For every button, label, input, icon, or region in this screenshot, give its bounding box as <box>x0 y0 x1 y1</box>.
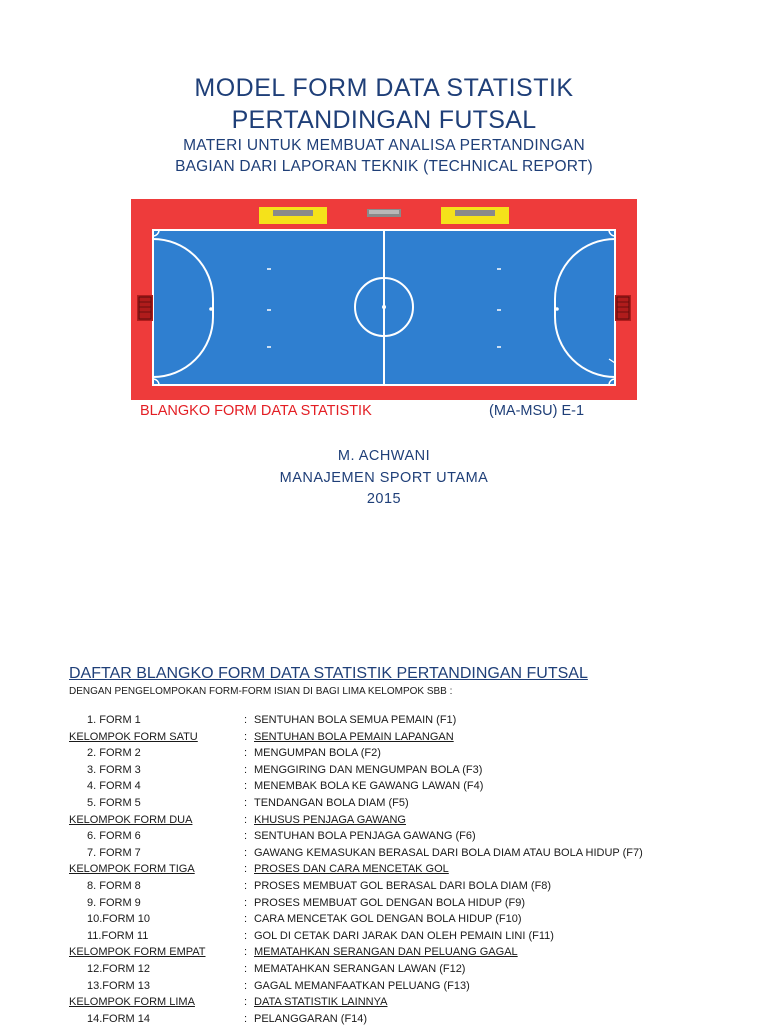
form-label: 6. FORM 6 <box>87 830 141 843</box>
form-group-row <box>0 861 768 878</box>
form-description: GOL DI CETAK DARI JARAK DAN OLEH PEMAIN LINI (F11) <box>254 929 554 942</box>
form-row <box>0 778 768 795</box>
row-separator: : <box>244 846 248 859</box>
form-group-description: SENTUHAN BOLA PEMAIN LAPANGAN <box>254 730 454 743</box>
organization-name: MANAJEMEN SPORT UTAMA <box>279 470 489 486</box>
form-row <box>0 762 768 779</box>
right-penalty-spot <box>555 307 559 311</box>
form-row <box>0 895 768 912</box>
form-row <box>0 928 768 945</box>
row-separator: : <box>244 1012 248 1025</box>
document-subtitle: MATERI UNTUK MEMBUAT ANALISA PERTANDINGAN <box>183 137 585 154</box>
form-description: SENTUHAN BOLA SEMUA PEMAIN (F1) <box>254 714 457 726</box>
row-separator: : <box>244 879 248 892</box>
form-row <box>0 911 768 928</box>
form-description: SENTUHAN BOLA PENJAGA GAWANG (F6) <box>254 830 476 843</box>
publication-year: 2015 <box>366 491 402 507</box>
row-separator: : <box>244 863 248 876</box>
form-description: MEMATAHKAN SERANGAN LAWAN (F12) <box>254 962 466 975</box>
form-description: MENEMBAK BOLA KE GAWANG LAWAN (F4) <box>254 780 484 793</box>
center-spot <box>382 305 386 309</box>
row-separator: : <box>244 946 248 959</box>
form-row <box>0 845 768 862</box>
officials-table <box>367 209 401 217</box>
form-description: PELANGGARAN (F14) <box>254 1012 368 1025</box>
form-label: 14.FORM 14 <box>87 1012 150 1025</box>
form-group-label: KELOMPOK FORM LIMA <box>69 996 195 1009</box>
document-subtitle-line2: BAGIAN DARI LAPORAN TEKNIK (TECHNICAL REPORT) <box>175 158 593 175</box>
blangko-form-code: (MA-MSU) E-1 <box>489 403 585 419</box>
form-group-row <box>0 729 768 746</box>
row-separator: : <box>244 996 248 1009</box>
form-group-row <box>0 994 768 1011</box>
form-group-label: KELOMPOK FORM SATU <box>69 730 198 743</box>
form-label: 13.FORM 13 <box>87 979 150 992</box>
row-separator: : <box>244 813 248 826</box>
form-label: 4. FORM 4 <box>87 780 141 793</box>
form-group-description: MEMATAHKAN SERANGAN DAN PELUANG GAGAL <box>254 946 518 959</box>
row-separator: : <box>244 796 248 809</box>
form-label: 11.FORM 11 <box>87 929 149 942</box>
form-group-row <box>0 812 768 829</box>
form-group-description: DATA STATISTIK LAINNYA <box>254 996 388 1009</box>
author-name: M. ACHWANI <box>337 448 431 464</box>
form-label: 12.FORM 12 <box>87 962 150 975</box>
form-row <box>0 745 768 762</box>
document-title: MODEL FORM DATA STATISTIK <box>194 74 574 102</box>
form-row <box>0 712 768 729</box>
form-description: PROSES MEMBUAT GOL DENGAN BOLA HIDUP (F9) <box>254 896 525 909</box>
form-group-description: KHUSUS PENJAGA GAWANG <box>254 813 406 826</box>
form-description: GAGAL MEMANFAATKAN PELUANG (F13) <box>254 979 470 992</box>
left-goal <box>137 295 153 321</box>
form-row <box>0 978 768 995</box>
row-separator: : <box>244 913 248 926</box>
form-group-label: KELOMPOK FORM DUA <box>69 813 193 826</box>
row-separator: : <box>244 830 248 843</box>
form-row <box>0 1011 768 1027</box>
right-team-bench <box>441 207 509 224</box>
form-list-title: DAFTAR BLANGKO FORM DATA STATISTIK PERTANDINGAN FUTSAL <box>69 665 588 682</box>
form-label: 8. FORM 8 <box>87 879 141 892</box>
futsal-court-illustration <box>131 199 637 400</box>
form-description: PROSES MEMBUAT GOL BERASAL DARI BOLA DIAM (F8) <box>254 879 552 892</box>
form-label: 3. FORM 3 <box>87 763 141 776</box>
form-list-subtitle: DENGAN PENGELOMPOKAN FORM-FORM ISIAN DI BAGI LIMA KELOMPOK SBB : <box>69 686 453 697</box>
form-group-row <box>0 944 768 961</box>
form-row <box>0 828 768 845</box>
row-separator: : <box>244 979 248 992</box>
form-group-label: KELOMPOK FORM EMPAT <box>69 946 206 959</box>
form-group-description: PROSES DAN CARA MENCETAK GOL <box>254 863 449 876</box>
row-separator: : <box>244 962 248 975</box>
document-title-line2: PERTANDINGAN FUTSAL <box>231 106 537 134</box>
left-team-bench <box>259 207 327 224</box>
right-goal <box>615 295 631 321</box>
form-label: 5. FORM 5 <box>87 796 141 809</box>
left-penalty-spot <box>209 307 213 311</box>
form-description: MENGUMPAN BOLA (F2) <box>254 747 381 760</box>
form-row <box>0 878 768 895</box>
row-separator: : <box>244 896 248 909</box>
form-group-label: KELOMPOK FORM TIGA <box>69 863 195 876</box>
row-separator: : <box>244 714 248 726</box>
form-description: GAWANG KEMASUKAN BERASAL DARI BOLA DIAM ATAU BOLA HIDUP (F7) <box>254 846 643 859</box>
row-separator: : <box>244 763 248 776</box>
form-description: CARA MENCETAK GOL DENGAN BOLA HIDUP (F10) <box>254 913 522 926</box>
row-separator: : <box>244 730 248 743</box>
blangko-form-label: BLANGKO FORM DATA STATISTIK <box>140 403 372 419</box>
form-label: 10.FORM 10 <box>87 913 150 926</box>
form-row <box>0 961 768 978</box>
row-separator: : <box>244 929 248 942</box>
form-description: TENDANGAN BOLA DIAM (F5) <box>254 796 409 809</box>
row-separator: : <box>244 780 248 793</box>
form-list <box>0 712 768 1027</box>
form-label: 1. FORM 1 <box>87 714 141 726</box>
form-label: 2. FORM 2 <box>87 747 141 760</box>
form-label: 9. FORM 9 <box>87 896 141 909</box>
form-row <box>0 795 768 812</box>
row-separator: : <box>244 747 248 760</box>
form-label: 7. FORM 7 <box>87 846 141 859</box>
form-description: MENGGIRING DAN MENGUMPAN BOLA (F3) <box>254 763 483 776</box>
